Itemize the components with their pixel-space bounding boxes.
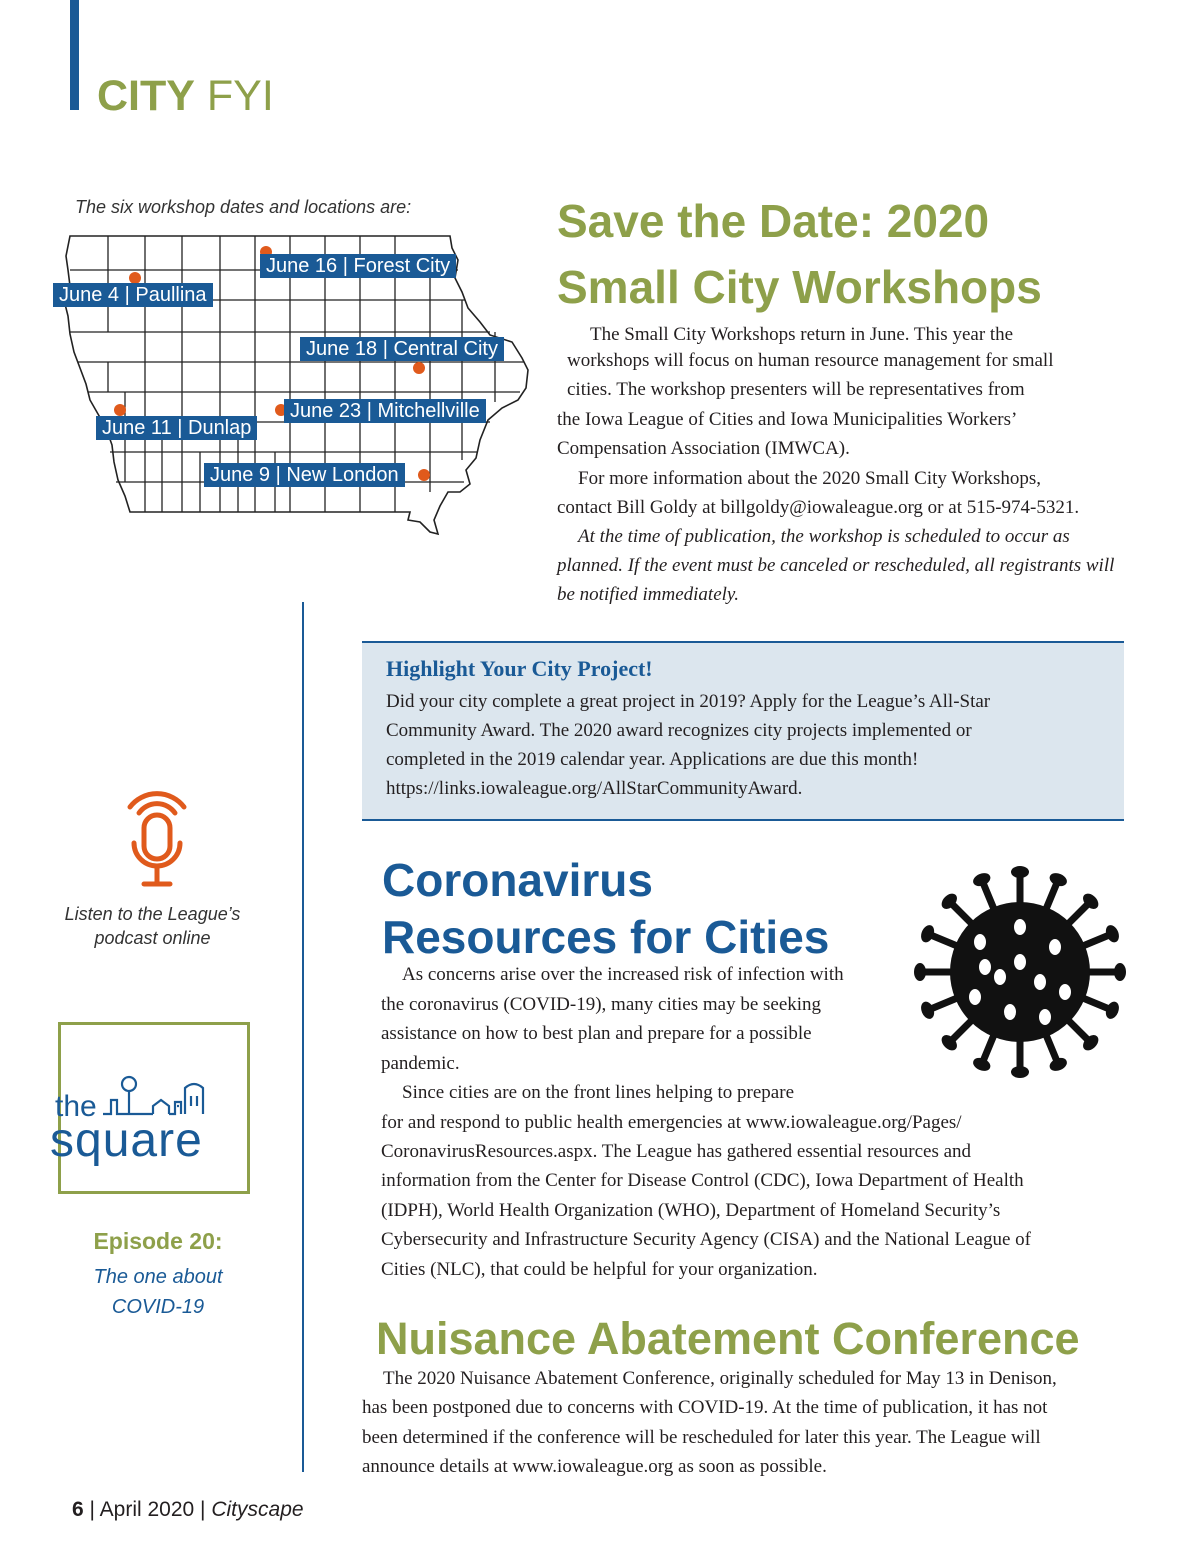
coronavirus-line: (IDPH), World Health Organization (WHO), Department of Homeland Security’s xyxy=(381,1200,1001,1221)
map-label-mitchellville: June 23 | Mitchellville xyxy=(284,399,486,423)
iowa-county-map xyxy=(50,230,530,550)
coronavirus-title-line1: Coronavirus xyxy=(382,854,653,906)
save-the-date-title-line1: Save the Date: 2020 xyxy=(557,195,990,247)
highlight-link[interactable]: https://links.iowaleague.org/AllStarCommunityAward. xyxy=(386,778,803,799)
highlight-line: completed in the 2019 calendar year. Applications are due this month! xyxy=(386,749,919,770)
podcast-caption-line2: podcast online xyxy=(94,928,211,948)
save-the-date-italic-line: At the time of publication, the workshop is scheduled to occur as xyxy=(578,526,1070,547)
coronavirus-title xyxy=(382,852,902,966)
section-header-bold: CITY xyxy=(97,72,195,120)
section-header-light: FYI xyxy=(206,72,274,120)
save-the-date-italic-line: be notified immediately. xyxy=(557,584,740,605)
save-the-date-line: workshops will focus on human resource management for small xyxy=(567,350,1054,371)
save-the-date-line: the Iowa League of Cities and Iowa Municipalities Workers’ xyxy=(557,409,1018,430)
save-the-date-italic-line: planned. If the event must be canceled or rescheduled, all registrants will xyxy=(557,555,1115,576)
nuisance-line: has been postponed due to concerns with COVID-19. At the time of publication, it has not xyxy=(362,1397,1048,1418)
nuisance-line: announce details at www.iowaleague.org as soon as possible. xyxy=(362,1456,827,1477)
save-the-date-title xyxy=(557,188,1177,320)
map-label-new-london: June 9 | New London xyxy=(204,463,405,487)
save-the-date-line: For more information about the 2020 Small City Workshops, xyxy=(578,468,1042,489)
coronavirus-line: information from the Center for Disease Control (CDC), Iowa Department of Health xyxy=(381,1170,1024,1191)
publication-name: Cityscape xyxy=(211,1498,304,1521)
highlight-line: Did your city complete a great project in 2019? Apply for the League’s All-Star xyxy=(386,691,991,712)
the-square-logo-the: the xyxy=(55,1090,97,1123)
nuisance-title: Nuisance Abatement Conference xyxy=(376,1313,1080,1364)
coronavirus-line: for and respond to public health emergencies at www.iowaleague.org/Pages/ xyxy=(381,1112,962,1133)
save-the-date-line: contact Bill Goldy at billgoldy@iowaleague.org or at 515-974-5321. xyxy=(557,497,1080,518)
nuisance-line: The 2020 Nuisance Abatement Conference, originally scheduled for May 13 in Denison, xyxy=(383,1368,1057,1389)
episode-subtitle-line2: COVID-19 xyxy=(111,1296,205,1318)
podcast-caption-line1: Listen to the League’s xyxy=(64,904,241,924)
microphone-icon xyxy=(122,785,192,890)
the-square-logo-square: square xyxy=(50,1114,203,1167)
section-header xyxy=(97,70,274,122)
map-label-forest-city: June 16 | Forest City xyxy=(260,254,456,278)
episode-title: Episode 20: xyxy=(93,1228,223,1254)
map-label-paullina: June 4 | Paullina xyxy=(53,283,213,307)
coronavirus-line: Cities (NLC), that could be helpful for your organization. xyxy=(381,1259,818,1280)
save-the-date-title-line2: Small City Workshops xyxy=(557,261,1042,313)
map-caption: The six workshop dates and locations are: xyxy=(75,197,412,217)
save-the-date-line: cities. The workshop presenters will be representatives from xyxy=(567,379,1025,400)
coronavirus-line: assistance on how to best plan and prepare for a possible xyxy=(381,1023,812,1044)
coronavirus-line: Cybersecurity and Infrastructure Security Agency (CISA) and the National League of xyxy=(381,1229,1031,1250)
coronavirus-title-line2: Resources for Cities xyxy=(382,911,830,963)
podcast-caption xyxy=(40,902,265,950)
save-the-date-line: Compensation Association (IMWCA). xyxy=(557,438,850,459)
highlight-title: Highlight Your City Project! xyxy=(386,656,653,681)
skyline-icon xyxy=(103,1072,213,1118)
nuisance-line: been determined if the conference will be rescheduled for later this year. The League will xyxy=(362,1427,1041,1448)
iowa-outline xyxy=(50,230,530,550)
coronavirus-line: Since cities are on the front lines helping to prepare xyxy=(402,1082,795,1103)
issue-date: April 2020 xyxy=(99,1498,195,1521)
page-footer: 6 | April 2020 | Cityscape xyxy=(72,1498,304,1521)
map-label-dunlap: June 11 | Dunlap xyxy=(96,416,257,440)
coronavirus-line: the coronavirus (COVID-19), many cities may be seeking xyxy=(381,994,822,1015)
highlight-line: Community Award. The 2020 award recognizes city projects implemented or xyxy=(386,720,972,741)
map-label-central-city: June 18 | Central City xyxy=(300,337,504,361)
episode-subtitle-line1: The one about xyxy=(93,1266,223,1288)
episode-subtitle xyxy=(58,1262,258,1322)
column-divider xyxy=(302,602,304,1472)
coronavirus-line: CoronavirusResources.aspx. The League has gathered essential resources and xyxy=(381,1141,972,1162)
coronavirus-line: As concerns arise over the increased risk of infection with xyxy=(402,964,844,985)
page-number: 6 xyxy=(72,1498,84,1521)
header-accent-bar xyxy=(70,0,79,110)
save-the-date-line: The Small City Workshops return in June. This year the xyxy=(590,324,1014,345)
virus-icon xyxy=(905,860,1135,1085)
coronavirus-line: pandemic. xyxy=(381,1053,460,1074)
